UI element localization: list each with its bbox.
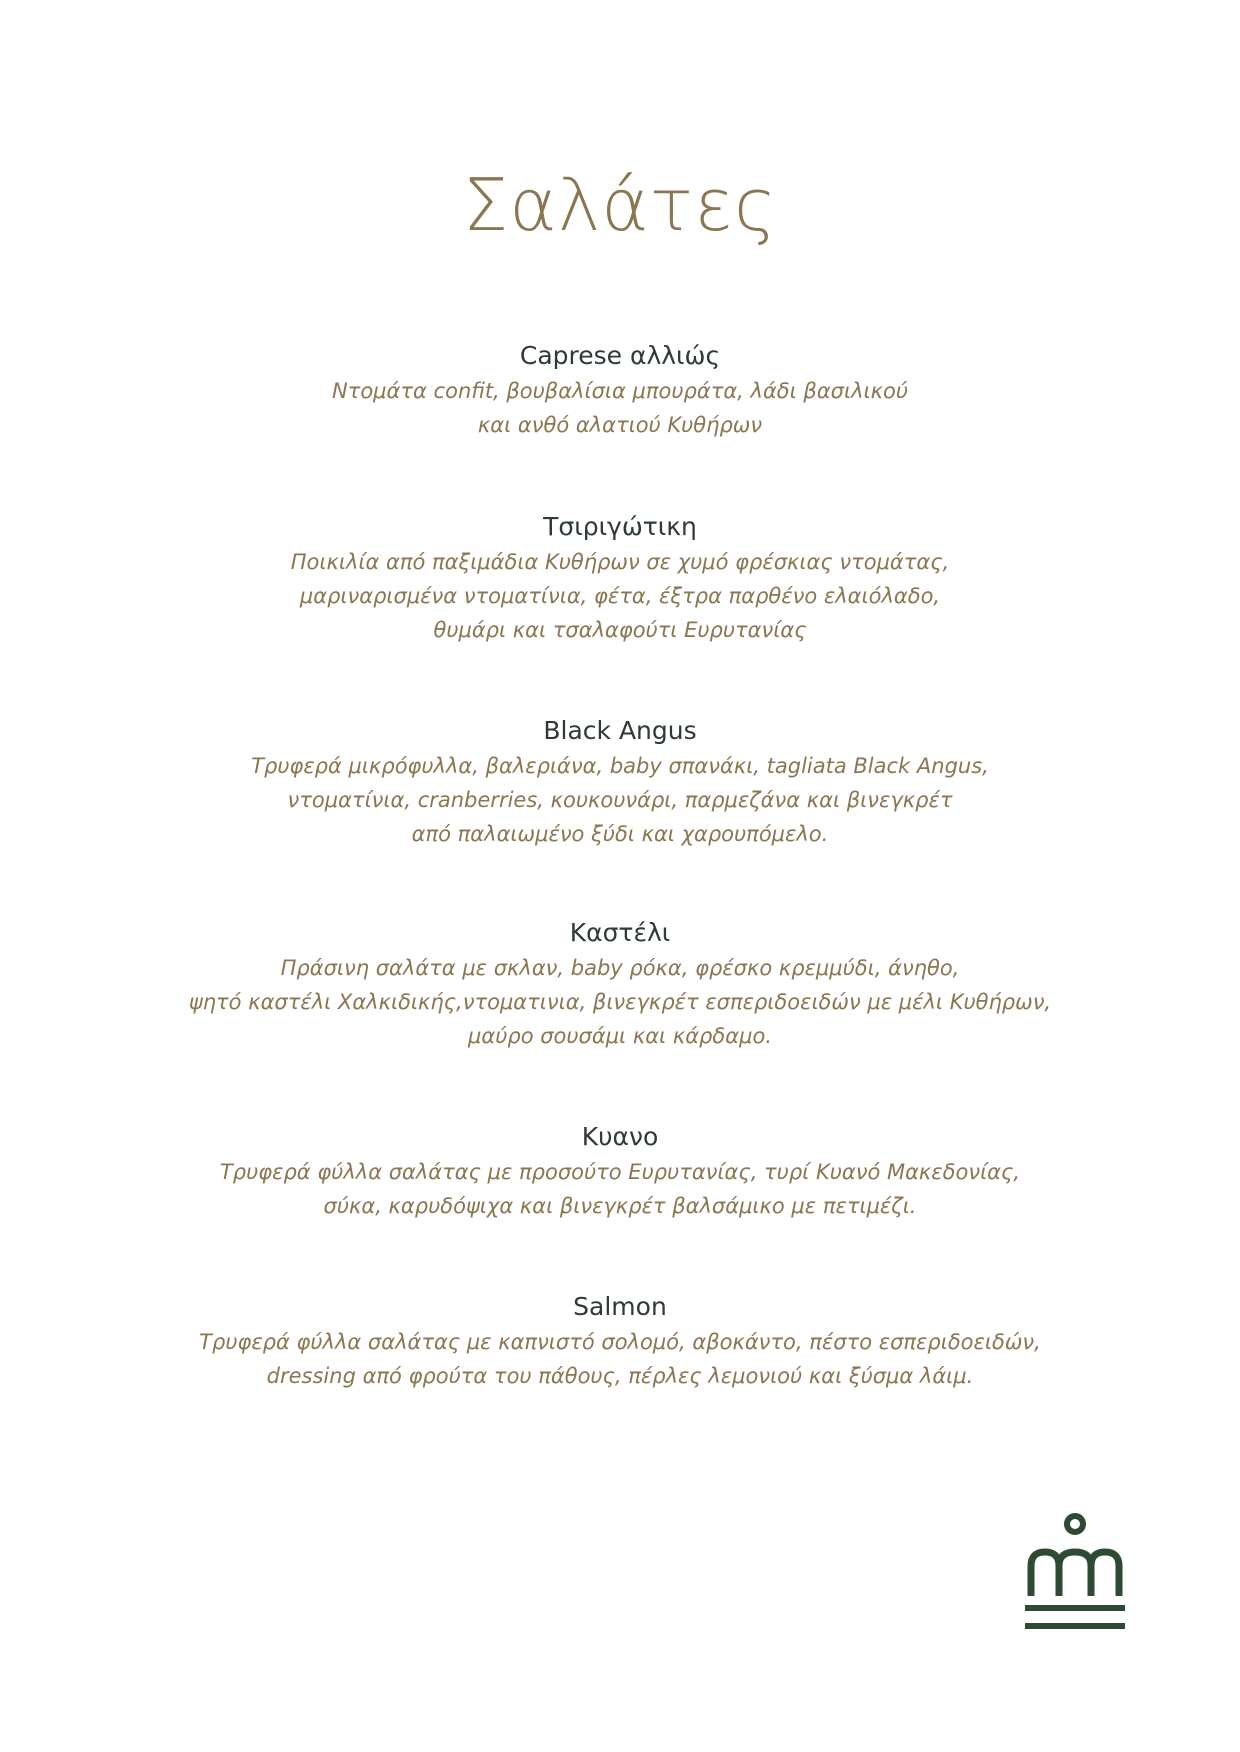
item-description-line: Τρυφερά μικρόφυλλα, βαλεριάνα, baby σπανάκι, tagliata Black Angus, bbox=[251, 754, 989, 778]
item-name: Black Angus bbox=[543, 716, 697, 745]
menu-item-black-angus bbox=[0, 713, 1240, 851]
menu-item-tsirigotiki bbox=[0, 509, 1240, 647]
item-name: Salmon bbox=[573, 1292, 667, 1321]
brand-logo-icon bbox=[1025, 1512, 1125, 1636]
item-description-line: μαύρο σουσάμι και κάρδαμο. bbox=[468, 1024, 772, 1048]
menu-item-salmon bbox=[0, 1289, 1240, 1393]
item-description-line: Ντομάτα confit, βουβαλίσια μπουράτα, λάδι βασιλικού bbox=[331, 379, 908, 403]
item-description-line: Τρυφερά φύλλα σαλάτας με καπνιστό σολομό, αβοκάντο, πέστο εσπεριδοειδών, bbox=[199, 1330, 1041, 1354]
item-description-line: και ανθό αλατιού Κυθήρων bbox=[477, 413, 763, 437]
item-name: Τσιριγώτικη bbox=[543, 512, 697, 541]
item-name: Caprese αλλιώς bbox=[519, 341, 721, 370]
item-description-line: θυμάρι και τσαλαφούτι Ευρυτανίας bbox=[433, 618, 807, 642]
item-description-line: ψητό καστέλι Χαλκιδικής,ντοματινια, βινεγκρέτ εσπεριδοειδών με μέλι Κυθήρων, bbox=[188, 990, 1052, 1014]
item-description-line: Πράσινη σαλάτα με σκλαν, baby ρόκα, φρέσκο κρεμμύδι, άνηθο, bbox=[280, 956, 960, 980]
menu-item-caprese bbox=[0, 338, 1240, 442]
item-description-line: Τρυφερά φύλλα σαλάτας με προσούτο Ευρυτανίας, τυρί Κυανό Μακεδονίας, bbox=[219, 1160, 1021, 1184]
menu-item-kasteli bbox=[0, 915, 1240, 1053]
page-title: Σαλάτες bbox=[462, 163, 778, 247]
item-description-line: Ποικιλία από παξιμάδια Κυθήρων σε χυμό φρέσκιας ντομάτας, bbox=[290, 550, 950, 574]
item-description-line: από παλαιωμένο ξύδι και χαρουπόμελο. bbox=[411, 822, 829, 846]
item-description-line: dressing από φρούτα του πάθους, πέρλες λεμονιού και ξύσμα λάιμ. bbox=[266, 1364, 974, 1388]
item-name: Κυανο bbox=[581, 1122, 659, 1151]
menu-item-kyano bbox=[0, 1119, 1240, 1223]
item-name: Καστέλι bbox=[569, 918, 671, 947]
item-description-line: σύκα, καρυδόψιχα και βινεγκρέτ βαλσάμικο με πετιμέζι. bbox=[323, 1194, 917, 1218]
item-description-line: ντοματίνια, cranberries, κουκουνάρι, παρμεζάνα και βινεγκρέτ bbox=[287, 788, 953, 812]
item-description-line: μαριναρισμένα ντοματίνια, φέτα, έξτρα παρθένο ελαιόλαδο, bbox=[299, 584, 941, 608]
